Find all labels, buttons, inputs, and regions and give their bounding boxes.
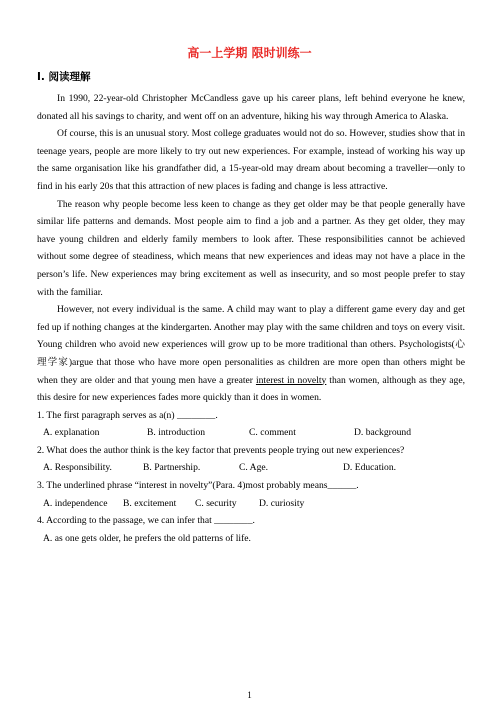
page-title: 高一上学期 限时训练一 [187, 46, 312, 60]
passage-paragraph-4 [37, 301, 465, 407]
page-number: 1 [247, 690, 252, 700]
question-3-option-b: B. excitement [123, 497, 177, 509]
passage-paragraph-2: Of course, this is an unusual story. Most college graduates would not do so. However, studies show that in teenage years, people are more likely to try out new experiences. For example, instead of working his way up the same organisation like his grandfather did, a 15-year-old may dream about becoming a traveller—only to find in his early 20s that this attraction of new places is fading and change is less attractive. [37, 128, 465, 192]
paragraph-4-text-a: However, not every individual is the same. A child may want to play a different game every day and get fed up if nothing changes at the kindergarten. Another may play with the same children and toys on every visit. Young children who avoid new experiences will grow up to be more traditional than others. Psychologists(心理学家)argue that those who have more open personalities as children are more open than others might be when they are older and that young men have a greater [37, 304, 465, 386]
document-body [37, 90, 465, 547]
question-3-option-c: C. security [195, 497, 237, 509]
question-3-option-a: A. independence [43, 497, 108, 509]
question-4-option-a: A. as one gets older, he prefers the old patterns of life. [43, 532, 251, 544]
question-2-option-c: C. Age. [239, 462, 269, 474]
question-1-option-c: C. comment [249, 427, 296, 439]
question-2-option-d: D. Education. [343, 462, 397, 474]
section-heading: Ⅰ. 阅读理解 [37, 71, 91, 83]
question-2-option-a: A. Responsibility. [43, 462, 112, 474]
question-1-options [37, 424, 465, 442]
passage-paragraph-1: In 1990, 22-year-old Christopher McCandless gave up his career plans, left behind everyone he knew, donated all his savings to charity, and went off on an adventure, hiking his way through America to Alaska. [37, 93, 465, 122]
question-4-options [37, 530, 465, 548]
question-2-options [37, 459, 465, 477]
question-1-option-a: A. explanation [43, 427, 100, 439]
question-3-stem: 3. The underlined phrase “interest in novelty”(Para. 4)most probably means______. [37, 480, 359, 492]
question-1-stem: 1. The first paragraph serves as a(n) ________. [37, 409, 218, 421]
question-3-options [37, 495, 465, 513]
question-2-option-b: B. Partnership. [143, 462, 201, 474]
passage-paragraph-3: The reason why people become less keen to change as they get older may be that people generally have similar life patterns and demands. Most people aim to find a job and a partner. As they get older, they may have young children and elderly family members to look after. These responsibilities cannot be achieved without some degree of steadiness, which means that new experiences and ideas may not have a place in the person’s life. New experiences may bring excitement as well as insecurity, and so most people prefer to stay with the familiar. [37, 198, 465, 298]
underlined-phrase: interest in novelty [255, 374, 327, 386]
question-4-stem: 4. According to the passage, we can infer that ________. [37, 515, 255, 527]
question-2-stem: 2. What does the author think is the key factor that prevents people trying out new experiences? [37, 444, 405, 456]
question-1-option-b: B. introduction [147, 427, 206, 439]
question-1-option-d: D. background [354, 427, 412, 439]
paragraph-4-text-b: than women, although as they age, this desire for new experiences fades more quickly than it does in women. [37, 374, 465, 404]
question-3-option-d: D. curiosity [259, 497, 305, 509]
